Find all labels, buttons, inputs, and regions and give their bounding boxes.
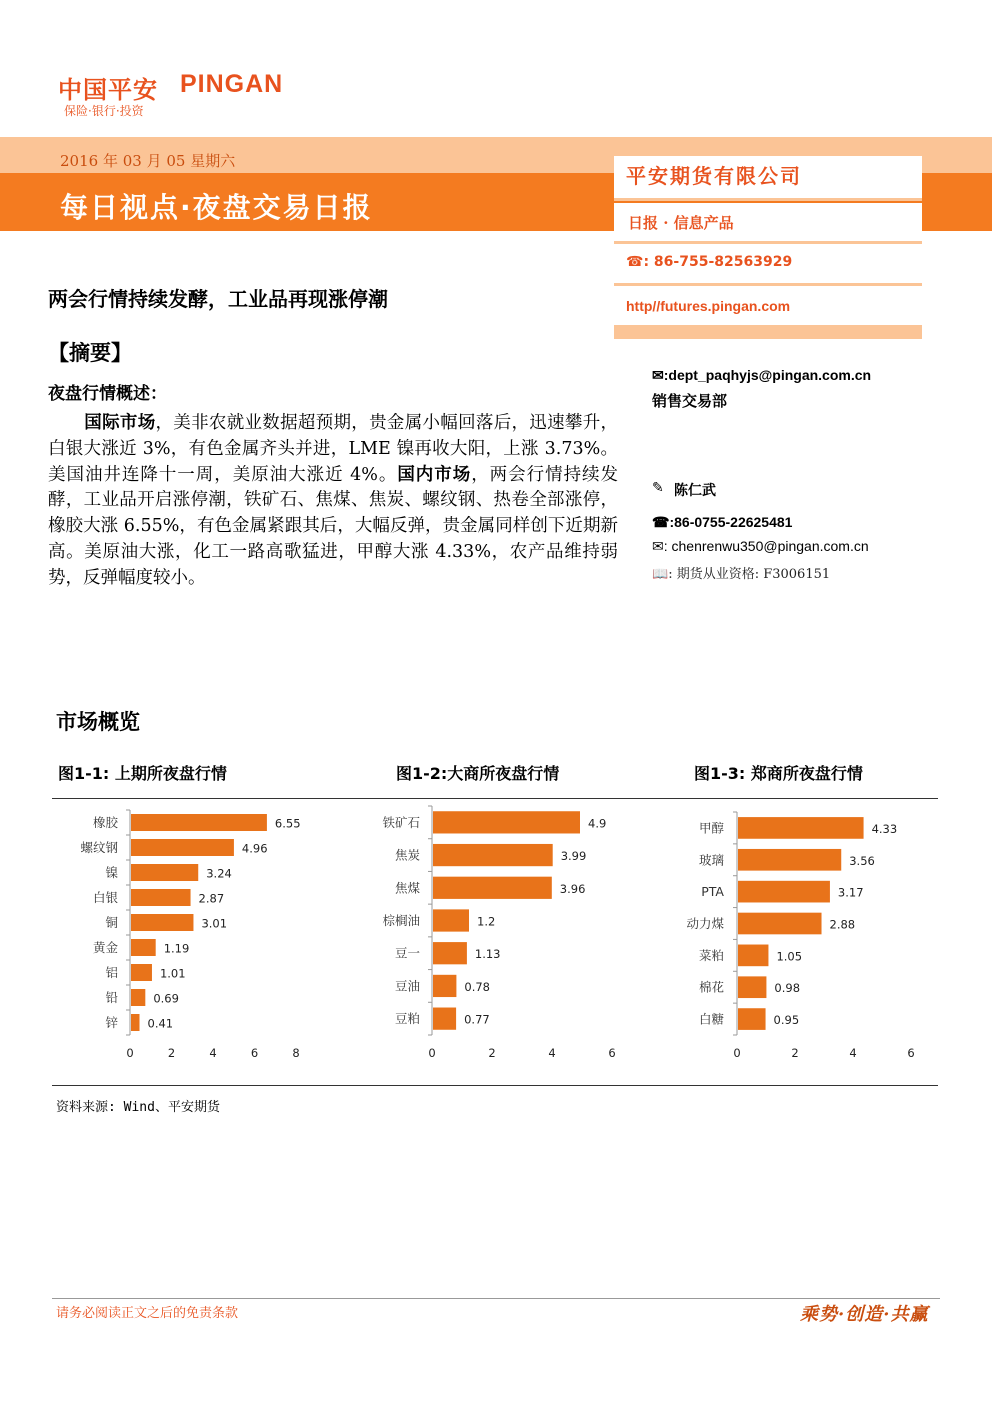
phone-icon: ☎ [652, 514, 670, 530]
category-label: 棕榈油 [382, 913, 420, 928]
data-label: 0.95 [773, 1013, 800, 1028]
overview-heading: 夜盘行情概述： [48, 384, 167, 404]
pen-icon: ✎ [652, 480, 664, 496]
data-label: 0.69 [153, 991, 179, 1006]
category-label: 铜 [105, 915, 118, 930]
category-label: 甲醇 [698, 820, 724, 836]
data-label: 2.88 [829, 917, 856, 932]
bar-黄金 [131, 939, 156, 956]
dept-email[interactable] [652, 367, 871, 384]
chart-title-1: 图1-1: 上期所夜盘行情 [58, 764, 227, 783]
dept-email-text: :dept_paqhyjs@pingan.com.cn [663, 367, 872, 383]
headline: 两会行情持续发酵，工业品再现涨停潮 [48, 287, 388, 311]
bar-豆油 [433, 975, 456, 997]
category-label: 焦煤 [394, 880, 420, 896]
bar-菜粕 [738, 945, 768, 967]
bar-棕榈油 [433, 909, 469, 931]
data-label: 1.01 [159, 966, 186, 981]
x-tick-label: 2 [167, 1046, 176, 1060]
data-label: 2.87 [198, 891, 225, 906]
x-tick-label: 0 [428, 1046, 436, 1060]
data-label: 3.56 [849, 853, 875, 868]
author-email[interactable] [652, 538, 869, 555]
category-label: PTA [701, 884, 724, 900]
chart-dce [382, 806, 615, 1060]
bar-铁矿石 [433, 811, 580, 833]
category-label: 铁矿石 [382, 814, 420, 830]
logo-en: PINGAN [180, 70, 284, 98]
category-label: 白银 [92, 890, 118, 905]
data-label: 3.01 [201, 916, 228, 931]
disclaimer-link[interactable]: 请务必阅读正文之后的免责条款 [56, 1306, 239, 1321]
dept-name: 销售交易部 [652, 392, 728, 410]
intl-market-label: 国际市场 [84, 413, 156, 433]
data-label: 1.05 [776, 949, 803, 964]
category-label: 菜粕 [698, 947, 724, 963]
category-label: 铝 [105, 965, 118, 980]
bar-镍 [131, 864, 198, 881]
footer-rule [52, 1298, 940, 1299]
bar-焦炭 [433, 844, 553, 866]
data-label: 4.96 [241, 841, 268, 856]
data-label: 0.77 [464, 1012, 490, 1027]
category-label: 螺纹钢 [80, 840, 118, 855]
category-label: 玻璃 [698, 852, 724, 868]
data-label: 1.19 [163, 941, 190, 956]
category-label: 焦炭 [394, 847, 420, 863]
data-label: 1.2 [477, 914, 496, 929]
bar-铝 [131, 964, 152, 981]
bar-棉花 [738, 976, 766, 998]
report-title: 每日视点·夜盘交易日报 [60, 191, 373, 224]
bar-玻璃 [738, 849, 841, 871]
abstract-heading: 【摘要】 [48, 341, 132, 365]
category-label: 白糖 [698, 1011, 724, 1027]
category-label: 橡胶 [92, 815, 118, 830]
bar-铜 [131, 914, 193, 931]
bar-动力煤 [738, 913, 822, 935]
data-label: 3.17 [837, 885, 864, 900]
category-label: 豆油 [394, 978, 420, 994]
overview-paragraph [48, 411, 618, 592]
data-label: 0.41 [147, 1016, 174, 1031]
x-tick-label: 4 [548, 1046, 556, 1060]
company-phone-number: 86-755-82563929 [653, 254, 793, 270]
data-label: 6.55 [274, 816, 301, 831]
intl-market-text: ，美非农就业数据超预期，贵金属小幅回落后，迅速攀升，白银大涨近 3%，有色金属齐头并进，LME 镍再收大阳，上涨 3.73%。美国油井连降十一周，美原油大涨近 4%。 [48, 413, 618, 485]
chart-title-3: 图1-3: 郑商所夜盘行情 [694, 764, 863, 783]
data-label: 3.99 [560, 849, 587, 864]
author-cert-text: : 期货从业资格: F3006151 [668, 567, 831, 582]
bar-焦煤 [433, 877, 552, 899]
phone-icon: ☎: [626, 254, 650, 270]
category-label: 棉花 [698, 979, 724, 995]
bar-螺纹钢 [131, 839, 234, 856]
market-heading: 市场概览 [56, 710, 140, 734]
category-label: 镍 [105, 865, 118, 880]
author-email-text: : chenrenwu350@pingan.com.cn [663, 538, 869, 554]
charts-svg [52, 800, 938, 1080]
x-tick-label: 6 [608, 1046, 616, 1060]
author-cert [652, 563, 830, 582]
company-url[interactable]: http//futures.pingan.com [626, 298, 791, 314]
logo-subtitle: 保险·银行·投资 [64, 104, 144, 118]
bar-白糖 [738, 1008, 766, 1030]
x-tick-label: 2 [791, 1046, 799, 1060]
bar-橡胶 [131, 814, 267, 831]
data-label: 4.9 [588, 816, 607, 831]
data-label: 0.78 [464, 979, 491, 994]
x-tick-label: 8 [292, 1046, 300, 1060]
category-label: 豆一 [394, 945, 420, 961]
category-label: 黄金 [92, 940, 118, 955]
company-name: 平安期货有限公司 [626, 164, 802, 188]
panel-divider [614, 283, 922, 286]
bar-锌 [131, 1014, 140, 1031]
category-label: 铅 [105, 990, 118, 1005]
chart-czce [686, 812, 914, 1060]
bar-PTA [738, 881, 830, 903]
author-phone [652, 514, 792, 531]
mail-icon: ✉ [652, 367, 664, 383]
charts-top-rule [52, 798, 938, 799]
source-note: 资料来源: Wind、平安期货 [56, 1100, 220, 1115]
category-label: 动力煤 [686, 916, 724, 931]
category-label: 豆粕 [394, 1011, 420, 1027]
category-label: 锌 [105, 1015, 118, 1030]
daily-label: 日报 · 信息产品 [628, 214, 734, 232]
bar-豆一 [433, 942, 467, 964]
chart-title-2: 图1-2:大商所夜盘行情 [396, 764, 560, 783]
bar-豆粕 [433, 1008, 456, 1030]
charts-bottom-rule [52, 1085, 938, 1086]
data-label: 1.13 [474, 947, 501, 962]
logo-cn: 中国平安 [58, 76, 158, 104]
author-name: 陈仁武 [674, 483, 716, 499]
x-tick-label: 6 [907, 1046, 915, 1060]
mail-icon: ✉ [652, 538, 664, 554]
dom-market-text: ，两会行情持续发酵，工业品开启涨停潮，铁矿石、焦煤、焦炭、螺纹钢、热卷全部涨停，橡胶大涨 6.55%，有色金属紧跟其后，大幅反弹，贵金属同样创下近期新高。美原油大涨，化工一路高歌猛进，甲醇大涨 4.33%，农产品维持弱势，反弹幅度较小。 [48, 464, 619, 588]
book-icon: 📖 [652, 567, 669, 582]
x-tick-label: 6 [250, 1046, 259, 1060]
chart-shfe [80, 810, 300, 1060]
panel-band [614, 325, 922, 339]
x-tick-label: 4 [849, 1046, 857, 1060]
dom-market-label: 国内市场 [397, 464, 472, 485]
x-tick-label: 2 [488, 1046, 496, 1060]
company-phone [626, 254, 792, 270]
bar-白银 [131, 889, 191, 906]
x-tick-label: 0 [733, 1046, 741, 1060]
author-phone-number: :86-0755-22625481 [669, 514, 793, 530]
x-tick-label: 0 [126, 1046, 134, 1060]
x-tick-label: 4 [209, 1046, 217, 1060]
data-label: 0.98 [774, 981, 801, 996]
bar-铅 [131, 989, 145, 1006]
data-label: 4.33 [871, 821, 898, 836]
bar-甲醇 [738, 817, 864, 839]
slogan: 乘势·创造·共赢 [800, 1304, 929, 1325]
data-label: 3.24 [206, 866, 232, 881]
report-date: 2016 年 03 月 05 星期六 [60, 152, 236, 170]
data-label: 3.96 [559, 881, 586, 896]
